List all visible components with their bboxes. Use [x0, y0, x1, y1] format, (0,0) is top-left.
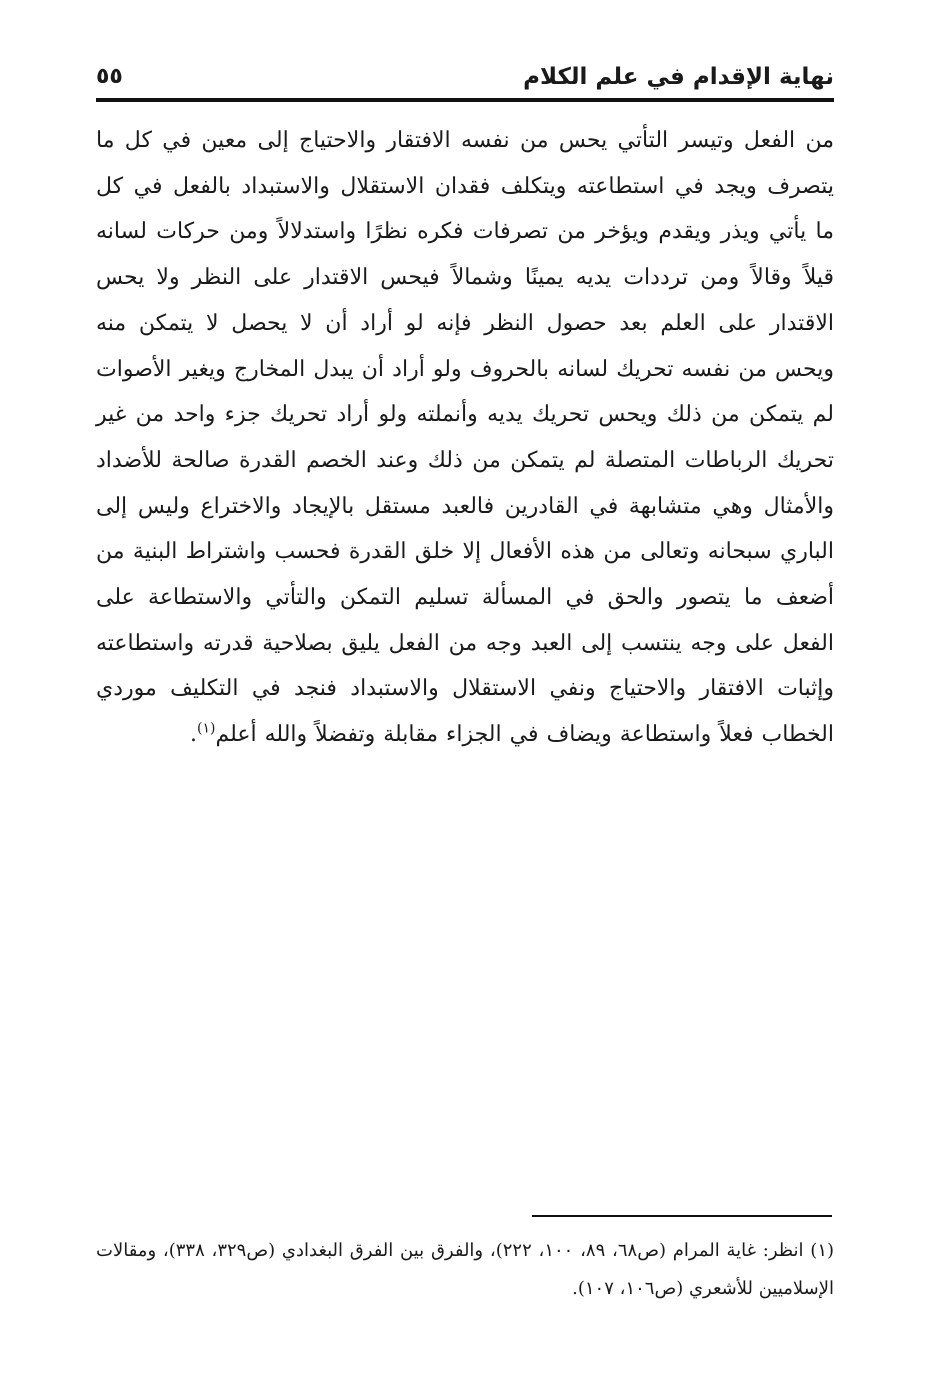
main-paragraph: من الفعل وتيسر التأتي يحس من نفسه الافتقار والاحتياج إلى معين في كل ما يتصرف ويجد في استطاعته ويتكلف فقدان الاستقلال والاستبداد بالفعل في كل ما يأتي ويذر ويقدم ويؤخر من تصرفات فكره نظرًا واستدلالاً ومن حركات لسانه قيلاً وقالاً ومن ترددات يديه يمينًا وشمالاً فيحس الاقتدار على النظر ولا يحس الاقتدار على العلم بعد حصول النظر فإنه لو أراد أن لا يحصل لا يتمكن منه ويحس من نفسه تحريك لسانه بالحروف ولو أراد أن يبدل المخارج ويغير الأصوات لم يتمكن من ذلك ويحس تحريك يديه وأنملته ولو أراد تحريك جزء واحد من غير تحريك الرباطات المتصلة لم يتمكن من ذلك وعند الخصم القدرة صالحة للأضداد والأمثال وهي متشابهة في القادرين فالعبد مستقل بالإيجاد والاختراع وليس إلى الباري سبحانه وتعالى من هذه الأفعال إلا خلق القدرة فحسب واشتراط البنية من أضعف ما يتصور والحق في المسألة تسليم التمكن والتأتي والاستطاعة على الفعل على وجه ينتسب إلى العبد وجه من الفعل يليق بصلاحية قدرته واستطاعته وإثبات الافتقار والاحتياج ونفي الاستقلال والاستبداد فنجد في التكليف موردي الخطاب فعلاً واستطاعة ويضاف في الجزاء مقابلة وتفضلاً والله أعلم	[96, 128, 834, 748]
header-rule	[96, 98, 834, 102]
main-text	[96, 118, 834, 758]
running-header	[96, 62, 834, 98]
footnote-reference: (١)	[196, 720, 216, 737]
footnote-1: (١) انظر: غاية المرام (ص٦٨، ٨٩، ١٠٠، ٢٢٢)، والفرق بين الفرق البغدادي (ص٣٢٩، ٣٣٨)، ومقالات الإسلاميين للأشعري (ص١٠٦، ١٠٧).	[96, 1240, 835, 1299]
footnote-separator	[532, 1215, 832, 1217]
page-number: ٥٥	[96, 64, 123, 89]
book-title: نهاية الإقدام في علم الكلام	[523, 64, 834, 90]
end-punctuation: .	[189, 722, 197, 748]
